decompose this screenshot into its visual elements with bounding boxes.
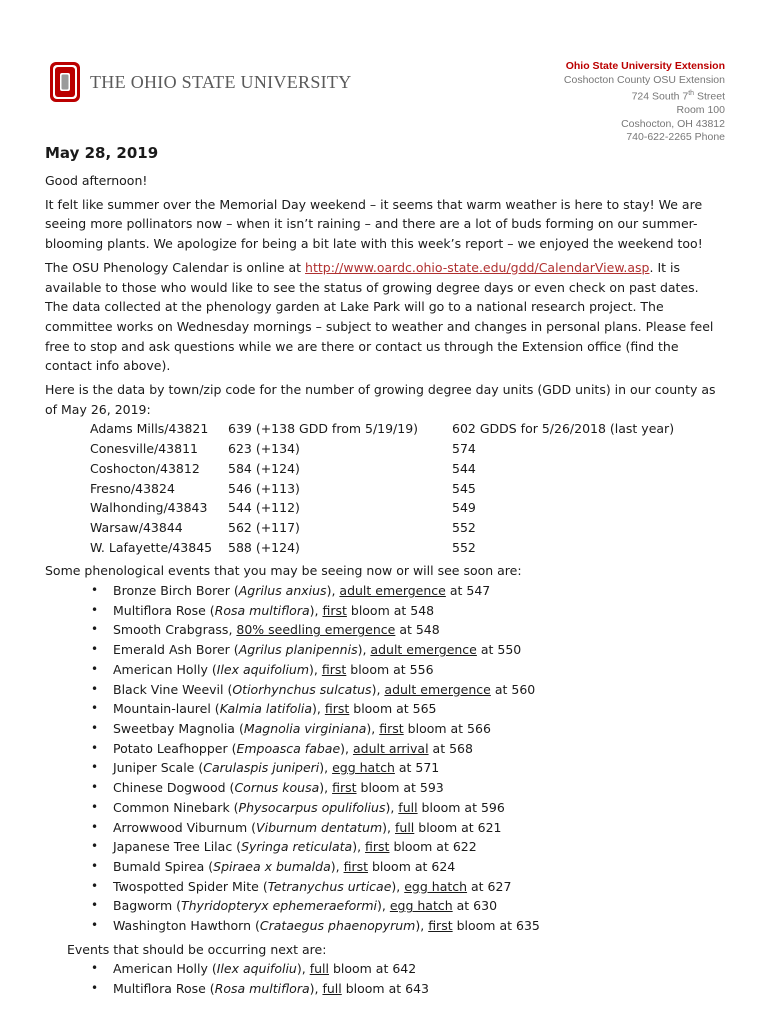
event-type: first (343, 858, 369, 874)
event-type: full (398, 799, 418, 815)
event-type: full (309, 961, 329, 977)
list-item: • Smooth Crabgrass, 80% seedling emergence at 548 (45, 620, 725, 640)
next-events-label: Events that should be occurring next are: (67, 941, 327, 957)
event-threshold: bloom at 548 (346, 602, 435, 618)
current-gdd-cell: 546 (+113) (228, 480, 300, 496)
list-item: • Japanese Tree Lilac (Syringa reticulata), first bloom at 622 (45, 837, 725, 857)
last-year-gdd-cell: 549 (452, 500, 476, 516)
event-name: American Holly (113, 661, 208, 677)
contact-phone: 740-622-2265 Phone (626, 131, 725, 143)
next-events-list (45, 959, 725, 998)
event-type: first (379, 720, 404, 736)
scientific-name: Cornus kousa (234, 780, 320, 796)
event-type: adult arrival (352, 740, 429, 756)
list-item: • Emerald Ash Borer (Agrilus planipennis), adult emergence at 550 (45, 640, 725, 660)
list-item: • Multiflora Rose (Rosa multiflora), full bloom at 643 (45, 979, 725, 999)
list-item: • Multiflora Rose (Rosa multiflora), first bloom at 548 (45, 601, 725, 621)
event-name: American Holly (113, 961, 208, 977)
contact-block (564, 60, 725, 145)
events-intro: Some phenological events that you may be seeing now or will see soon are: (45, 563, 522, 579)
event-name: Bumald Spirea (113, 858, 205, 874)
event-threshold: at 627 (467, 878, 512, 894)
scientific-name: Carulaspis juniperi (203, 760, 320, 776)
block-o-logo-icon (50, 62, 80, 102)
town-cell: Fresno/43824 (90, 480, 175, 496)
event-type: adult emergence (339, 583, 446, 599)
event-name: Sweetbay Magnolia (113, 720, 235, 736)
current-gdd-cell: 639 (+138 GDD from 5/19/19) (228, 421, 419, 437)
event-name: Smooth Crabgrass (113, 622, 229, 638)
letter-body (45, 143, 725, 999)
osu-logo (50, 62, 352, 102)
event-threshold: at 548 (395, 622, 440, 638)
event-name: Washington Hawthorn (113, 918, 252, 934)
last-year-gdd-cell: 574 (452, 441, 476, 457)
scientific-name: Rosa multiflora (214, 602, 310, 618)
event-type: full (395, 819, 415, 835)
table-row (90, 479, 674, 499)
scientific-name: Rosa multiflora (214, 981, 310, 997)
gdd-table (90, 419, 674, 557)
event-threshold: at 560 (490, 681, 536, 697)
list-item: • Juniper Scale (Carulaspis juniperi), egg hatch at 571 (45, 758, 725, 778)
event-name: Japanese Tree Lilac (113, 839, 233, 855)
table-row (90, 439, 674, 459)
university-wordmark: THE OHIO STATE UNIVERSITY (90, 71, 352, 92)
scientific-name: Tetranychus urticae (267, 878, 392, 894)
scientific-name: Kalmia latifolia (219, 701, 313, 717)
last-year-gdd-cell: 552 (452, 539, 476, 555)
scientific-name: Empoasca fabae (236, 740, 341, 756)
event-threshold: bloom at 622 (389, 839, 477, 855)
calendar-link[interactable]: http://www.oardc.ohio-state.edu/gdd/CalendarView.asp (305, 259, 650, 275)
event-type: first (332, 780, 357, 796)
town-cell: Coshocton/43812 (90, 460, 200, 476)
event-name: Juniper Scale (113, 760, 195, 776)
current-gdd-cell: 584 (+124) (228, 460, 300, 476)
scientific-name: Magnolia virginiana (243, 720, 367, 736)
table-row (90, 419, 674, 439)
scientific-name: Ilex aquifolium (216, 661, 310, 677)
event-name: Common Ninebark (113, 799, 230, 815)
list-item: • Black Vine Weevil (Otiorhynchus sulcatus), adult emergence at 560 (45, 680, 725, 700)
last-year-gdd-cell: 552 (452, 519, 476, 535)
event-type: adult emergence (370, 642, 477, 658)
contact-org: Ohio State University Extension (565, 60, 725, 72)
current-gdd-cell: 562 (+117) (228, 519, 300, 535)
list-item: • Common Ninebark (Physocarpus opulifolius), full bloom at 596 (45, 798, 725, 818)
event-name: Multiflora Rose (113, 602, 206, 618)
event-threshold: at 630 (452, 898, 498, 914)
event-type: egg hatch (389, 898, 453, 914)
event-type: first (322, 602, 347, 618)
event-type: egg hatch (404, 878, 468, 894)
event-threshold: bloom at 621 (414, 819, 502, 835)
town-cell: W. Lafayette/43845 (90, 539, 213, 555)
event-name: Bagworm (113, 898, 173, 914)
list-item: • American Holly (Ilex aquifolium), first bloom at 556 (45, 660, 725, 680)
events-list (45, 581, 725, 936)
event-threshold: bloom at 593 (356, 780, 444, 796)
event-name: Arrowwood Viburnum (113, 819, 248, 835)
current-gdd-cell: 588 (+124) (228, 539, 300, 555)
event-threshold: bloom at 565 (349, 701, 437, 717)
scientific-name: Crataegus phaenopyrum (259, 918, 416, 934)
event-type: 80% seedling emergence (236, 622, 396, 638)
list-item: • Washington Hawthorn (Crataegus phaenopyrum), first bloom at 635 (45, 916, 725, 936)
event-type: egg hatch (332, 760, 395, 776)
scientific-name: Thyridopteryx ephemeraeformi (181, 898, 378, 914)
event-name: Black Vine Weevil (113, 681, 224, 697)
list-item: • Potato Leafhopper (Empoasca fabae), adult arrival at 568 (45, 739, 725, 759)
event-threshold: bloom at 596 (417, 799, 505, 815)
last-year-gdd-cell: 545 (452, 480, 476, 496)
event-type: first (321, 661, 347, 677)
last-year-gdd-cell: 602 GDDS for 5/26/2018 (last year) (452, 421, 675, 437)
event-type: adult emergence (384, 681, 491, 697)
table-row (90, 518, 674, 538)
event-type: first (428, 918, 453, 934)
event-name: Emerald Ash Borer (113, 642, 230, 658)
town-cell: Adams Mills/43821 (90, 421, 209, 437)
contact-city: Coshocton, OH 43812 (621, 117, 725, 130)
event-name: Multiflora Rose (113, 981, 206, 997)
intro-paragraph: It felt like summer over the Memorial Day weekend – it seems that warm weather is here to stay! We are seeing more pollinators now – when it isn’t raining – and there are a lot of buds forming on our summer-blooming plants. We apologize for being a bit late with this week’s report – we enjoyed the weekend too! (45, 196, 703, 252)
scientific-name: Viburnum dentatum (256, 819, 383, 835)
scientific-name: Syringa reticulata (241, 839, 353, 855)
event-threshold: at 571 (394, 760, 440, 776)
event-threshold: bloom at 642 (328, 961, 417, 977)
event-type: first (365, 839, 390, 855)
table-row (90, 498, 674, 518)
list-item: • Twospotted Spider Mite (Tetranychus urticae), egg hatch at 627 (45, 877, 725, 897)
event-threshold: at 547 (445, 583, 491, 599)
list-item: • Bumald Spirea (Spiraea x bumalda), first bloom at 624 (45, 857, 725, 877)
greeting: Good afternoon! (45, 173, 148, 188)
event-threshold: at 568 (428, 740, 473, 756)
event-type: full (322, 981, 342, 997)
town-cell: Walhonding/43843 (90, 500, 208, 516)
event-threshold: bloom at 635 (452, 918, 540, 934)
scientific-name: Ilex aquifoliu (216, 961, 297, 977)
event-threshold: bloom at 624 (368, 858, 456, 874)
event-name: Potato Leafhopper (113, 740, 228, 756)
calendar-paragraph: The OSU Phenology Calendar is online at http://www.oardc.ohio-state.edu/gdd/CalendarView.asp. It is available to those who would like to see the status of growing degree days or even check on past dates. The data collected at the phenology garden at Lake Park will go to a national research project. The committee works on Wednesday mornings – subject to weather and changes in personal plans. Please feel free to stop and ask questions while we are there or contact us through the Extension office (find the contact info above). (45, 259, 714, 374)
event-name: Mountain-laurel (113, 701, 211, 717)
list-item: • Mountain-laurel (Kalmia latifolia), first bloom at 565 (45, 699, 725, 719)
data-intro: Here is the data by town/zip code for the number of growing degree day units (GDD units) in our county as of May 26, 2019: (45, 382, 716, 417)
event-name: Chinese Dogwood (113, 780, 226, 796)
list-item: • Arrowwood Viburnum (Viburnum dentatum), full bloom at 621 (45, 818, 725, 838)
last-year-gdd-cell: 544 (452, 460, 476, 476)
event-name: Twospotted Spider Mite (113, 878, 259, 894)
current-gdd-cell: 623 (+134) (228, 441, 300, 457)
scientific-name: Agrilus anxius (238, 583, 327, 599)
town-cell: Warsaw/43844 (90, 519, 183, 535)
current-gdd-cell: 544 (+112) (228, 500, 300, 516)
town-cell: Conesville/43811 (90, 441, 198, 457)
contact-office: Coshocton County OSU Extension (563, 73, 725, 86)
contact-room: Room 100 (676, 104, 725, 116)
event-threshold: bloom at 643 (341, 981, 429, 997)
scientific-name: Otiorhynchus sulcatus (232, 681, 372, 697)
list-item: • American Holly (Ilex aquifoliu), full bloom at 642 (45, 959, 725, 979)
contact-street: 724 South 7th Street (631, 90, 725, 103)
list-item: • Bronze Birch Borer (Agrilus anxius), adult emergence at 547 (45, 581, 725, 601)
event-threshold: bloom at 556 (346, 661, 434, 677)
scientific-name: Physocarpus opulifolius (238, 799, 386, 815)
scientific-name: Spiraea x bumalda (213, 858, 331, 874)
letter-date: May 28, 2019 (45, 144, 159, 162)
event-threshold: bloom at 566 (403, 720, 491, 736)
table-row (90, 459, 674, 479)
list-item: • Sweetbay Magnolia (Magnolia virginiana), first bloom at 566 (45, 719, 725, 739)
list-item: • Bagworm (Thyridopteryx ephemeraeformi), egg hatch at 630 (45, 896, 725, 916)
list-item: • Chinese Dogwood (Cornus kousa), first bloom at 593 (45, 778, 725, 798)
table-row (90, 538, 674, 558)
scientific-name: Agrilus planipennis (238, 642, 358, 658)
event-threshold: at 550 (476, 642, 522, 658)
event-name: Bronze Birch Borer (113, 583, 230, 599)
event-type: first (324, 701, 350, 717)
